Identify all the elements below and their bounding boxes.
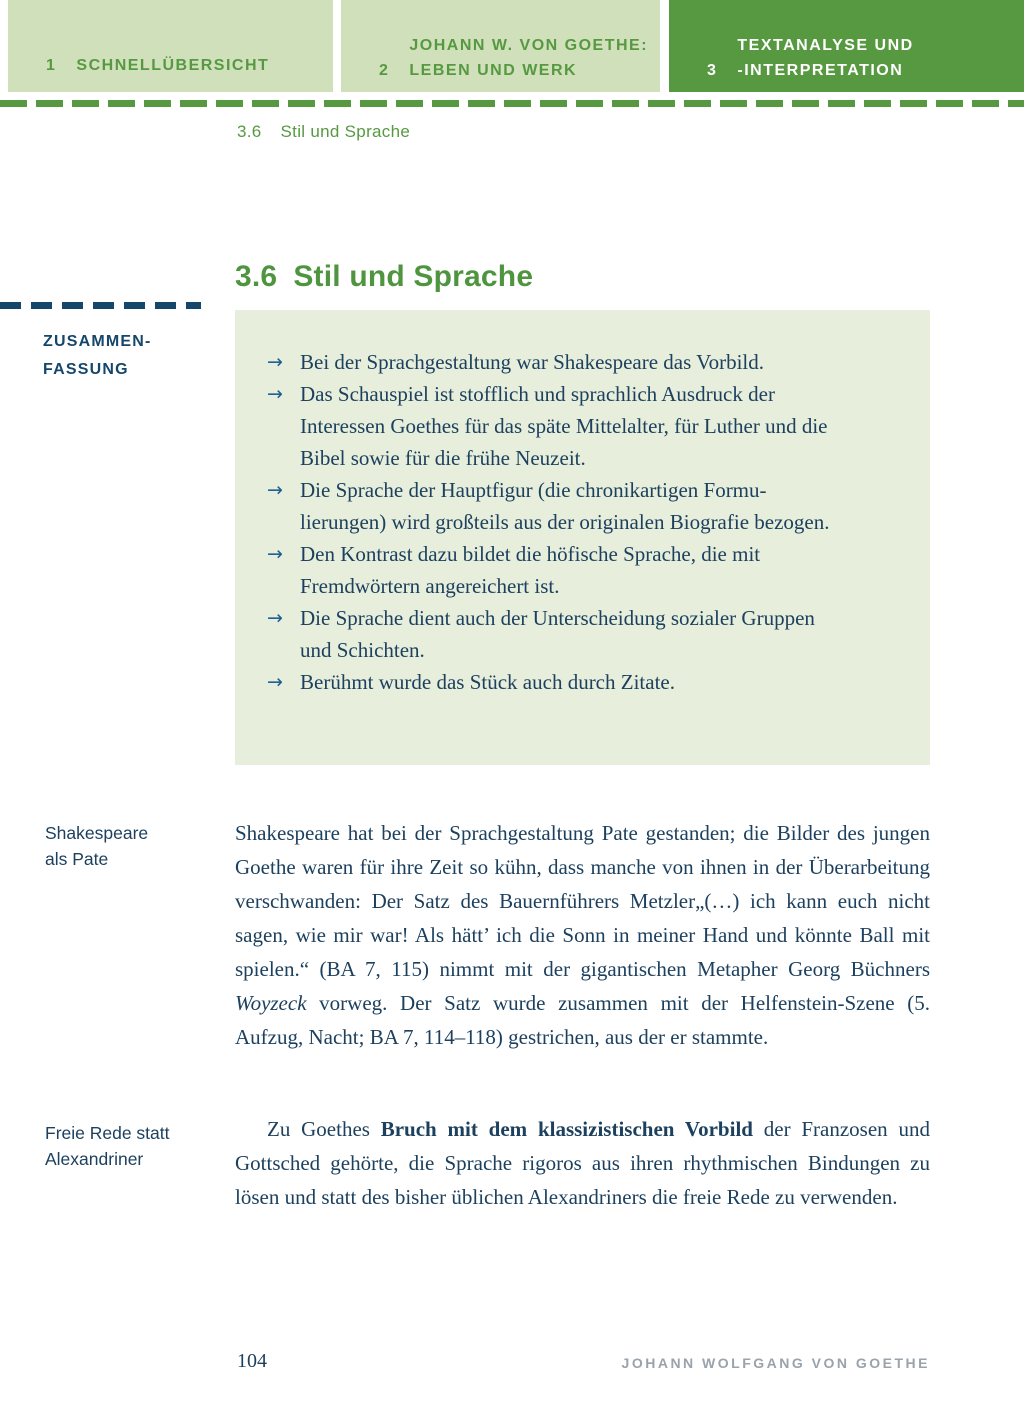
tab-number: 1 [46, 57, 57, 74]
tab-label-line2: LEBEN UND WERK [409, 62, 578, 79]
summary-bullet-text: Bei der Sprachgestaltung war Shakespeare das Vorbild. [300, 350, 765, 374]
arrow-bullet-icon: → [267, 607, 283, 629]
summary-bullet [235, 474, 840, 538]
summary-bullet-text: Die Sprache der Hauptfigur (die chronikartigen Formulierungen) wird großteils aus der originalen Biografie bezogen. [300, 478, 830, 534]
arrow-bullet-icon: → [267, 383, 283, 405]
paragraph-freie-rede: Zu Goethes Bruch mit dem klassizistischen Vorbild der Franzosen und Gottsched gehörte, die Sprache rigoros aus ihren rhythmischen Bindungen zu lösen und statt des bisher üblichen Alexandriners die freie Rede zu verwenden. [235, 1117, 930, 1209]
summary-margin-label [43, 328, 152, 384]
summary-bullet [235, 602, 840, 666]
arrow-bullet-icon: → [267, 351, 283, 373]
breadcrumb-number: 3.6 [237, 122, 262, 141]
section-title [235, 260, 533, 294]
summary-bullet-text: Das Schauspiel ist stofflich und sprachlich Ausdruck der Interessen Goethes für das späte Mittelalter, für Luther und die Bibel sowie für die frühe Neuzeit. [300, 382, 828, 470]
arrow-bullet-icon: → [267, 479, 283, 501]
margin-note-line1: Shakespeare [45, 823, 149, 843]
margin-note-line2: Alexandriner [45, 1149, 144, 1169]
tab-textanalyse-und-interpretation[interactable] [669, 0, 1024, 92]
page-number: 104 [237, 1350, 267, 1372]
summary-bullet [235, 666, 840, 698]
tab-label: SCHNELLÜBERSICHT [76, 57, 270, 74]
summary-bullet [235, 378, 840, 474]
navy-dashed-divider [0, 302, 201, 309]
summary-margin-label-line1: ZUSAMMEN- [43, 333, 152, 350]
margin-note-line1: Freie Rede statt [45, 1123, 170, 1143]
running-footer-title: JOHANN WOLFGANG VON GOETHE [621, 1355, 930, 1371]
tab-number: 2 [379, 62, 390, 79]
summary-bullet-text: Berühmt wurde das Stück auch durch Zitate. [300, 670, 675, 694]
margin-note-freie-rede [45, 1120, 170, 1172]
arrow-bullet-icon: → [267, 671, 283, 693]
tab-label-line1: JOHANN W. VON GOETHE: [409, 37, 649, 54]
summary-bullet-text: Den Kontrast dazu bildet die höfische Sprache, die mit Fremdwörtern angereichert ist. [300, 542, 761, 598]
tab-number: 3 [707, 62, 718, 79]
chapter-tab-bar [0, 0, 1024, 92]
summary-margin-label-line2: FASSUNG [43, 361, 129, 378]
summary-bullet-list [235, 346, 930, 698]
margin-note-line2: als Pate [45, 849, 109, 869]
section-title-text: Stil und Sprache [293, 260, 534, 294]
margin-note-shakespeare-als-pate [45, 820, 148, 872]
summary-bullet [235, 346, 840, 378]
summary-box [235, 310, 930, 765]
green-dashed-divider [0, 100, 1024, 107]
section-number: 3.6 [235, 260, 278, 294]
paragraph-shakespeare-pate: Shakespeare hat bei der Sprachgestaltung Pate gestanden; die Bilder des jungen Goethe waren für ihre Zeit so kühn, dass manche von ihnen in der Überarbeitung verschwanden: Der Satz des Bauernführers Metzler„(…) ich kann euch nicht sagen, wie mir war! Als hätt’ ich die Sonn in meiner Hand und könnte Ball mit spielen.“ (BA 7, 115) nimmt mit der gigantischen Metapher Georg Büchners Woyzeck vorweg. Der Satz wurde zusammen mit der Helfenstein-Szene (5. Aufzug, Nacht; BA 7, 114–118) gestrichen, aus der er stammte. [235, 821, 930, 1049]
tab-label-line2: -INTERPRETATION [737, 62, 904, 79]
tab-label-line1: TEXTANALYSE UND [737, 37, 914, 54]
summary-bullet [235, 538, 840, 602]
arrow-bullet-icon: → [267, 543, 283, 565]
breadcrumb-label: Stil und Sprache [280, 122, 411, 141]
summary-bullet-text: Die Sprache dient auch der Unterscheidung sozialer Gruppen und Schichten. [300, 606, 815, 662]
breadcrumb [237, 122, 410, 142]
tab-schnelluebersicht[interactable] [8, 0, 333, 92]
tab-goethe-leben-und-werk[interactable] [341, 0, 660, 92]
